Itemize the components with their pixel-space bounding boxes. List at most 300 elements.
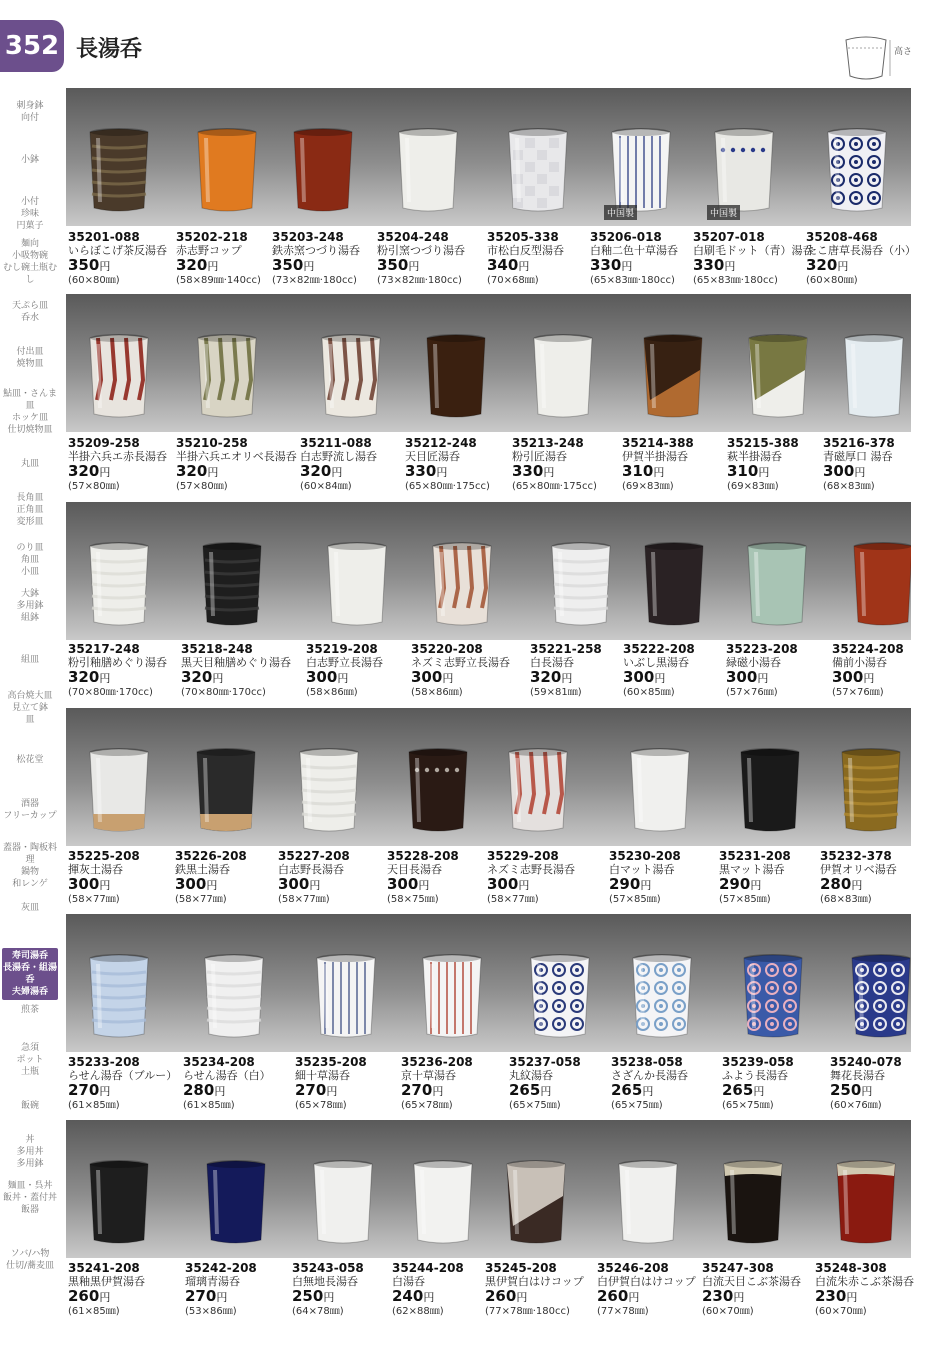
product-price (702, 1288, 810, 1306)
product-image[interactable] (608, 124, 674, 216)
product-name: 粉引釉膳めぐり湯呑 (68, 656, 167, 669)
product-size: (61×85㎜) (183, 1100, 235, 1111)
product-image[interactable] (290, 124, 356, 216)
product-size: (57×85㎜) (719, 894, 771, 905)
product-code: 35213-248 (512, 436, 584, 450)
product-label (176, 436, 297, 493)
price-value: 320 (68, 462, 100, 480)
product-name: 細十草湯呑 (295, 1069, 350, 1082)
sidebar-category[interactable]: のり皿 角皿 小皿 (16, 543, 44, 577)
product-price (693, 257, 801, 275)
product-price (181, 669, 289, 687)
sidebar-category[interactable]: 組皿 (20, 655, 39, 665)
product-price (530, 669, 638, 687)
product-size: (60×80㎜) (806, 275, 858, 286)
product-image[interactable] (86, 1156, 152, 1248)
product-price (830, 1082, 938, 1100)
currency-unit: 円 (854, 466, 866, 479)
currency-unit: 円 (303, 260, 315, 273)
product-image[interactable] (324, 538, 390, 630)
currency-unit: 円 (423, 1291, 435, 1304)
price-value: 290 (609, 875, 641, 893)
sidebar-category[interactable]: 酒器 フリーカップ (3, 799, 57, 821)
currency-unit: 円 (724, 260, 736, 273)
product-label (181, 642, 289, 699)
product-image[interactable] (824, 124, 890, 216)
currency-unit: 円 (861, 1085, 873, 1098)
currency-unit: 円 (216, 1291, 228, 1304)
product-size: (58×86㎜) (306, 687, 358, 698)
product-label (300, 436, 408, 493)
price-value: 265 (722, 1081, 754, 1099)
product-size: (60×70㎜) (702, 1306, 754, 1317)
product-size: (70×68㎜) (487, 275, 539, 286)
category-sidebar (0, 92, 62, 1342)
product-label (611, 1055, 719, 1112)
sidebar-category[interactable]: 高台焼大皿 見立て鉢 皿 (7, 691, 53, 725)
product-name: 白刷毛ドット（青）湯呑 (693, 244, 814, 257)
product-price (68, 669, 176, 687)
currency-unit: 円 (326, 1085, 338, 1098)
product-code: 35207-018 (693, 230, 765, 244)
product-name: 白長湯呑 (530, 656, 574, 669)
product-code: 35240-078 (830, 1055, 902, 1069)
currency-unit: 円 (99, 1085, 111, 1098)
product-code: 35243-058 (292, 1261, 364, 1275)
product-price (590, 257, 698, 275)
product-label (68, 642, 176, 699)
product-code: 35204-248 (377, 230, 449, 244)
currency-unit: 円 (757, 672, 769, 685)
product-size: (65×75㎜) (611, 1100, 663, 1111)
product-image[interactable] (640, 330, 706, 422)
product-name: 備前小湯呑 (832, 656, 887, 669)
price-value: 230 (702, 1287, 734, 1305)
product-label (830, 1055, 938, 1112)
price-value: 265 (611, 1081, 643, 1099)
price-value: 320 (530, 668, 562, 686)
product-price (387, 876, 495, 894)
product-name: 天目長湯呑 (387, 863, 442, 876)
product-size: (68×83㎜) (820, 894, 872, 905)
product-size: (65×78㎜) (295, 1100, 347, 1111)
product-image[interactable] (405, 744, 471, 836)
currency-unit: 円 (207, 466, 219, 479)
price-value: 330 (590, 256, 622, 274)
product-code: 35245-208 (485, 1261, 557, 1275)
product-label (623, 642, 731, 699)
price-value: 350 (272, 256, 304, 274)
product-price (806, 257, 914, 275)
product-price (392, 1288, 500, 1306)
product-photo-strip (66, 88, 911, 226)
product-size: (57×80㎜) (68, 481, 120, 492)
product-code: 35247-308 (702, 1261, 774, 1275)
product-photo-strip (66, 1120, 911, 1258)
product-price (68, 876, 176, 894)
price-value: 300 (487, 875, 519, 893)
sidebar-category[interactable]: 丼 多用丼 多用鉢 (16, 1135, 44, 1169)
product-label (176, 230, 284, 287)
currency-unit: 円 (518, 260, 530, 273)
product-price (185, 1288, 293, 1306)
product-name: 鉄赤窯つづり湯呑 (272, 244, 360, 257)
product-price (300, 463, 408, 481)
product-size: (65×75㎜) (509, 1100, 561, 1111)
product-price (295, 1082, 403, 1100)
product-image[interactable] (193, 744, 259, 836)
product-code: 35223-208 (726, 642, 798, 656)
product-image[interactable] (199, 538, 265, 630)
product-size: (57×85㎜) (609, 894, 661, 905)
sidebar-category[interactable]: 刺身鉢 向付 (16, 101, 44, 123)
price-value: 330 (405, 462, 437, 480)
product-code: 35208-468 (806, 230, 878, 244)
product-price (815, 1288, 923, 1306)
product-name: 萩半掛湯呑 (727, 450, 782, 463)
product-size: (70×80㎜·170cc) (68, 687, 153, 698)
product-code: 35201-088 (68, 230, 140, 244)
price-value: 250 (292, 1287, 324, 1305)
product-code: 35228-208 (387, 849, 459, 863)
price-value: 300 (823, 462, 855, 480)
sidebar-category[interactable]: 丸皿 (20, 459, 39, 469)
product-size: (58×89㎜·140cc) (176, 275, 261, 286)
product-name: ネズミ志野長湯呑 (487, 863, 575, 876)
product-price (727, 463, 835, 481)
product-size: (58×75㎜) (387, 894, 439, 905)
product-code: 35224-208 (832, 642, 904, 656)
product-name: 粉引匠湯呑 (512, 450, 567, 463)
product-image[interactable] (745, 330, 811, 422)
product-name: ふよう長湯呑 (722, 1069, 788, 1082)
product-name: らせん湯呑（ブルー） (68, 1069, 178, 1082)
product-image[interactable] (194, 124, 260, 216)
product-image[interactable] (86, 330, 152, 422)
product-code: 35216-378 (823, 436, 895, 450)
product-code: 35215-388 (727, 436, 799, 450)
product-label (622, 436, 730, 493)
sidebar-category[interactable]: 灰皿 (20, 903, 39, 913)
currency-unit: 円 (621, 260, 633, 273)
product-price (623, 669, 731, 687)
currency-unit: 円 (442, 672, 454, 685)
product-price (68, 1288, 176, 1306)
product-code: 35227-208 (278, 849, 350, 863)
price-value: 250 (830, 1081, 862, 1099)
sidebar-category[interactable]: 天ぷら皿 呑水 (11, 301, 48, 323)
product-code: 35237-058 (509, 1055, 581, 1069)
origin-tag: 中国製 (604, 205, 637, 220)
price-value: 280 (820, 875, 852, 893)
product-size: (58×77㎜) (68, 894, 120, 905)
product-name: ネズミ志野立長湯呑 (411, 656, 510, 669)
product-name: 半掛六兵エ赤長湯呑 (68, 450, 167, 463)
price-value: 350 (377, 256, 409, 274)
product-price (485, 1288, 593, 1306)
product-size: (62×88㎜) (392, 1306, 444, 1317)
sidebar-category[interactable]: ソバ/ハ物 仕切/蕎麦皿 (5, 1249, 55, 1271)
sidebar-category[interactable]: 鮎皿・さんま皿 ホッケ皿 仕切焼物皿 (2, 389, 57, 435)
product-label (719, 849, 827, 906)
price-value: 265 (509, 1081, 541, 1099)
product-label (185, 1261, 293, 1318)
sidebar-category[interactable]: 付出皿 焼物皿 (16, 347, 44, 369)
product-image[interactable] (548, 538, 614, 630)
currency-unit: 円 (642, 1085, 654, 1098)
product-code: 35232-378 (820, 849, 892, 863)
product-image[interactable] (86, 124, 152, 216)
currency-unit: 円 (863, 672, 875, 685)
product-label (68, 436, 176, 493)
product-code: 35236-208 (401, 1055, 473, 1069)
price-value: 330 (512, 462, 544, 480)
product-price (68, 257, 176, 275)
price-value: 270 (401, 1081, 433, 1099)
product-code: 35205-338 (487, 230, 559, 244)
product-price (405, 463, 513, 481)
product-name: 白無地長湯呑 (292, 1275, 358, 1288)
product-image[interactable] (318, 330, 384, 422)
product-image[interactable] (201, 950, 267, 1042)
product-image[interactable] (203, 1156, 269, 1248)
product-size: (59×81㎜) (530, 687, 582, 698)
product-price (832, 669, 940, 687)
product-label (387, 849, 495, 906)
product-price (306, 669, 414, 687)
product-size: (69×83㎜) (727, 481, 779, 492)
product-size: (65×83㎜·180cc) (590, 275, 675, 286)
currency-unit: 円 (323, 1291, 335, 1304)
product-price (272, 257, 380, 275)
price-value: 230 (815, 1287, 847, 1305)
product-label (702, 1261, 810, 1318)
product-image[interactable] (310, 1156, 376, 1248)
sidebar-category[interactable]: 急須 ポット 土瓶 (16, 1043, 44, 1077)
price-value: 350 (68, 256, 100, 274)
product-code: 35212-248 (405, 436, 477, 450)
product-size: (70×80㎜·170cc) (181, 687, 266, 698)
product-label (590, 230, 698, 287)
product-price (175, 876, 283, 894)
product-image[interactable] (848, 950, 911, 1042)
currency-unit: 円 (640, 879, 652, 892)
product-size: (57×80㎜) (176, 481, 228, 492)
currency-unit: 円 (628, 1291, 640, 1304)
product-label (411, 642, 519, 699)
product-label (306, 642, 414, 699)
product-code: 35238-058 (611, 1055, 683, 1069)
price-value: 280 (183, 1081, 215, 1099)
product-code: 35219-208 (306, 642, 378, 656)
product-image[interactable] (313, 950, 379, 1042)
product-photo-strip (66, 914, 911, 1052)
product-image[interactable] (423, 330, 489, 422)
product-name: 白流朱赤こぶ茶湯呑 (815, 1275, 914, 1288)
sidebar-category[interactable]: 麺皿・呉丼 飯丼・蓋付丼 飯器 (2, 1181, 57, 1215)
product-image[interactable] (711, 124, 777, 216)
product-image[interactable] (194, 330, 260, 422)
product-price (509, 1082, 617, 1100)
sidebar-category[interactable]: 小鉢 (20, 155, 39, 165)
currency-unit: 円 (733, 1291, 745, 1304)
product-size: (65×75㎜) (722, 1100, 774, 1111)
product-image[interactable] (505, 124, 571, 216)
product-price (487, 257, 595, 275)
product-image[interactable] (429, 538, 495, 630)
sidebar-category[interactable]: 大鉢 多用鉢 組鉢 (16, 589, 44, 623)
currency-unit: 円 (418, 879, 430, 892)
product-code: 35221-258 (530, 642, 602, 656)
product-price (823, 463, 931, 481)
product-label (823, 436, 931, 493)
product-price (512, 463, 620, 481)
product-name: 伊賀半掛湯呑 (622, 450, 688, 463)
product-size: (68×83㎜) (823, 481, 875, 492)
product-image[interactable] (841, 330, 907, 422)
product-name: 黒伊賀白はけコップ (485, 1275, 584, 1288)
product-name: 鉄黒土湯呑 (175, 863, 230, 876)
product-name: 緑磁小湯呑 (726, 656, 781, 669)
price-value: 320 (68, 668, 100, 686)
product-label (175, 849, 283, 906)
product-image[interactable] (833, 1156, 899, 1248)
product-image[interactable] (615, 1156, 681, 1248)
product-image[interactable] (395, 124, 461, 216)
product-price (597, 1288, 705, 1306)
product-label (727, 436, 835, 493)
currency-unit: 円 (753, 1085, 765, 1098)
product-image[interactable] (850, 538, 911, 630)
currency-unit: 円 (436, 466, 448, 479)
product-price (411, 669, 519, 687)
product-size: (58×77㎜) (487, 894, 539, 905)
price-value: 330 (693, 256, 725, 274)
currency-unit: 円 (561, 672, 573, 685)
product-image[interactable] (86, 538, 152, 630)
product-size: (64×78㎜) (292, 1306, 344, 1317)
product-name: 揮灰土湯呑 (68, 863, 123, 876)
sidebar-category[interactable]: 蓋器・陶板料理 鍋物 和レンゲ (2, 843, 57, 889)
product-image[interactable] (419, 950, 485, 1042)
product-code: 35242-208 (185, 1261, 257, 1275)
currency-unit: 円 (432, 1085, 444, 1098)
product-price (401, 1082, 509, 1100)
product-image[interactable] (641, 538, 707, 630)
product-label (68, 849, 176, 906)
currency-unit: 円 (214, 1085, 226, 1098)
product-name: 舞花長湯呑 (830, 1069, 885, 1082)
product-code: 35231-208 (719, 849, 791, 863)
sidebar-category[interactable]: 長角皿 正角皿 変形皿 (16, 493, 44, 527)
price-value: 310 (727, 462, 759, 480)
product-size: (73×82㎜·180cc) (377, 275, 462, 286)
product-label (512, 436, 620, 493)
currency-unit: 円 (99, 260, 111, 273)
price-value: 240 (392, 1287, 424, 1305)
product-size: (57×76㎜) (726, 687, 778, 698)
product-image[interactable] (629, 950, 695, 1042)
product-size: (77×78㎜) (597, 1306, 649, 1317)
currency-unit: 円 (750, 879, 762, 892)
product-image[interactable] (627, 744, 693, 836)
price-value: 320 (806, 256, 838, 274)
product-label (487, 849, 595, 906)
price-value: 320 (300, 462, 332, 480)
currency-unit: 円 (206, 879, 218, 892)
product-size: (57×76㎜) (832, 687, 884, 698)
product-price (722, 1082, 830, 1100)
product-image[interactable] (296, 744, 362, 836)
origin-tag: 中国製 (707, 205, 740, 220)
product-label (68, 230, 176, 287)
product-image[interactable] (410, 1156, 476, 1248)
page-number: 352 (0, 20, 64, 72)
sidebar-category[interactable]: 寿司湯呑 長湯呑・組湯呑 夫婦湯呑 (2, 948, 58, 1000)
sidebar-category[interactable]: 飯碗 (20, 1101, 39, 1111)
product-size: (60×70㎜) (815, 1306, 867, 1317)
currency-unit: 円 (518, 879, 530, 892)
product-image[interactable] (86, 744, 152, 836)
product-name: 白志野立長湯呑 (306, 656, 383, 669)
product-size: (58×77㎜) (278, 894, 330, 905)
product-name: 粉引窯つづり湯呑 (377, 244, 465, 257)
product-code: 35225-208 (68, 849, 140, 863)
sidebar-category[interactable]: 小付 珍味 円菓子 (16, 197, 44, 231)
product-code: 35211-088 (300, 436, 372, 450)
sidebar-category[interactable]: 松花堂 (16, 755, 44, 765)
product-image[interactable] (744, 538, 810, 630)
product-size: (60×84㎜) (300, 481, 352, 492)
product-name: 伊賀オリベ湯呑 (820, 863, 897, 876)
product-image[interactable] (530, 330, 596, 422)
product-name: さざんか長湯呑 (611, 1069, 688, 1082)
product-image[interactable] (505, 744, 571, 836)
product-photo-strip (66, 294, 911, 432)
product-name: 黒天目釉膳めぐり湯呑 (181, 656, 291, 669)
product-price (176, 463, 284, 481)
product-name: 黒釉黒伊賀湯呑 (68, 1275, 145, 1288)
product-label (292, 1261, 400, 1318)
product-name: 白湯呑 (392, 1275, 425, 1288)
currency-unit: 円 (758, 466, 770, 479)
product-code: 35244-208 (392, 1261, 464, 1275)
product-image[interactable] (737, 744, 803, 836)
product-label (815, 1261, 923, 1318)
product-photo-strip (66, 502, 911, 640)
product-image[interactable] (527, 950, 593, 1042)
product-image[interactable] (838, 744, 904, 836)
currency-unit: 円 (99, 879, 111, 892)
product-code: 35218-248 (181, 642, 253, 656)
product-code: 35203-248 (272, 230, 344, 244)
product-image[interactable] (720, 1156, 786, 1248)
product-image[interactable] (503, 1156, 569, 1248)
product-name: らせん湯呑（白） (183, 1069, 271, 1082)
product-price (609, 876, 717, 894)
product-image[interactable] (740, 950, 806, 1042)
price-value: 300 (411, 668, 443, 686)
cup-outline-icon (838, 34, 934, 84)
product-image[interactable] (86, 950, 152, 1042)
sidebar-category[interactable]: 煎茶 (20, 1005, 39, 1015)
sidebar-category[interactable]: 麺向 小吸物碗 むし碗土瓶むし (2, 239, 57, 285)
price-value: 300 (306, 668, 338, 686)
product-photo-strip (66, 708, 911, 846)
product-size: (69×83㎜) (622, 481, 674, 492)
currency-unit: 円 (654, 672, 666, 685)
product-code: 35248-308 (815, 1261, 887, 1275)
